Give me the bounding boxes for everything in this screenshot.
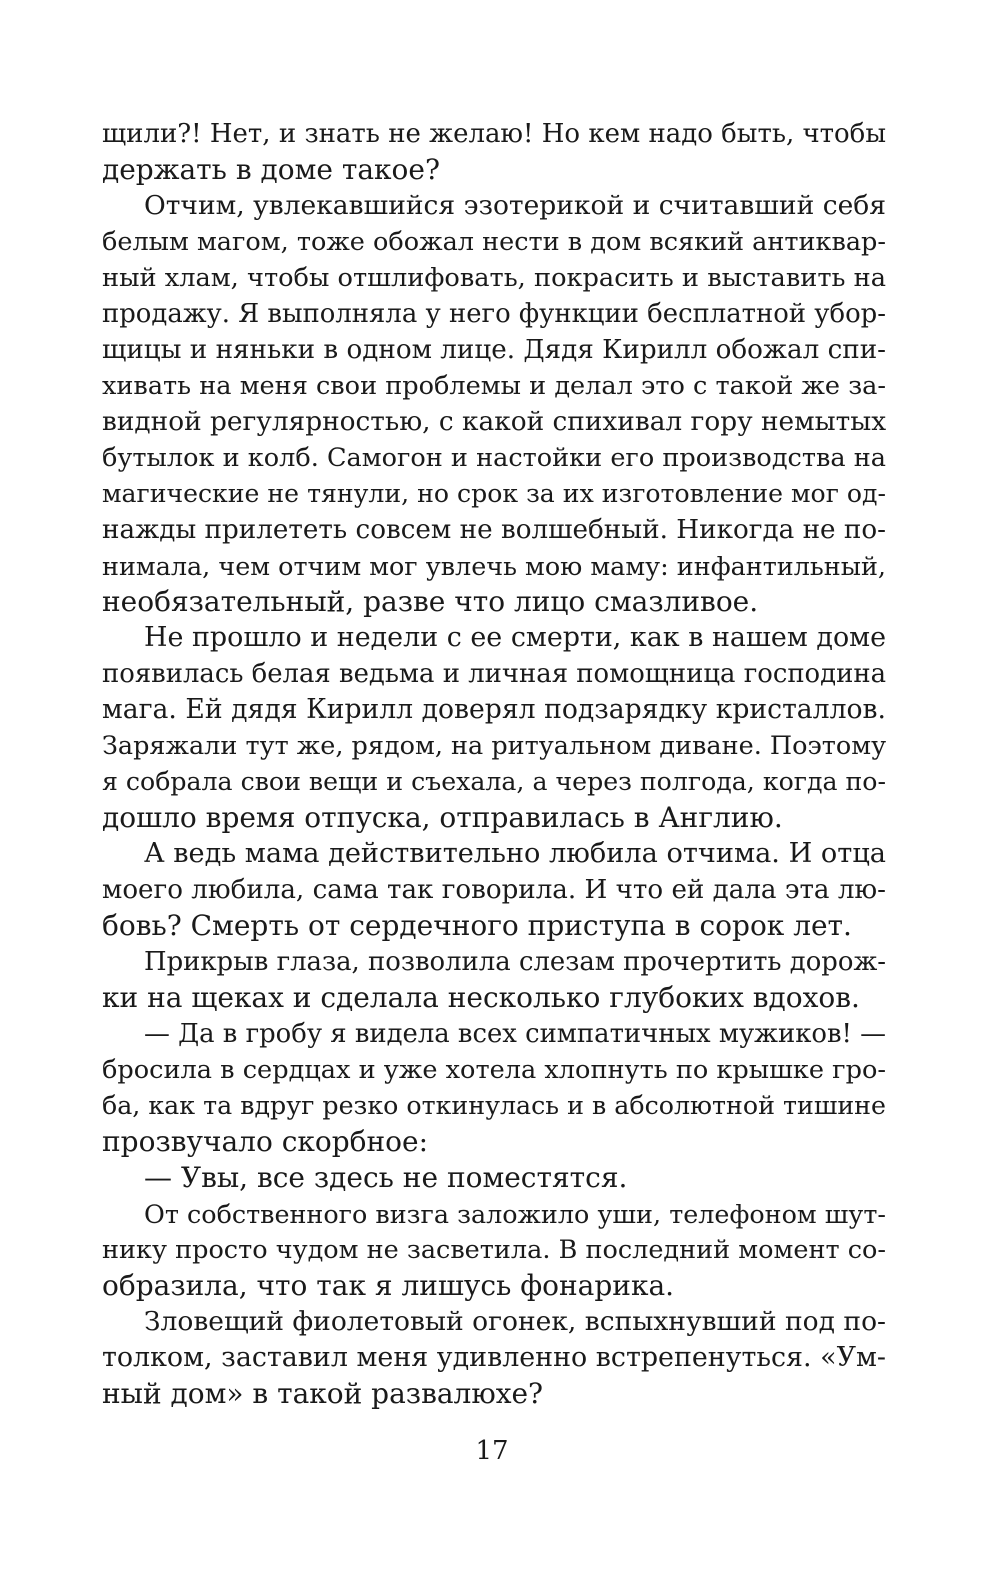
text-line: А ведь мама действительно любила отчима. И отца bbox=[144, 838, 886, 869]
text-line: видной регулярностью, с какой спихивал гору немытых bbox=[102, 407, 887, 437]
text-line: ки на щеках и сделала несколько глубоких вдохов. bbox=[102, 981, 860, 1014]
paragraph bbox=[102, 620, 886, 836]
text-line: белым магом, тоже обожал нести в дом всякий антиквар- bbox=[102, 227, 886, 257]
text-line: нику просто чудом не засветила. В последний момент со- bbox=[102, 1235, 886, 1265]
paragraph bbox=[102, 836, 886, 944]
text-line: хивать на меня свои проблемы и делал это с такой же за- bbox=[102, 371, 886, 401]
text-line: дошло время отпуска, отправилась в Англию. bbox=[102, 801, 783, 834]
page-number: 17 bbox=[475, 1436, 509, 1466]
text-line: держать в доме такое? bbox=[102, 153, 440, 186]
text-line: Зловещий фиолетовый огонек, вспыхнувший под по- bbox=[144, 1306, 886, 1337]
paragraph bbox=[102, 188, 886, 620]
paragraph bbox=[102, 1160, 886, 1196]
text-line: ный дом» в такой развалюхе? bbox=[102, 1377, 544, 1410]
text-line: мага. Ей дядя Кирилл доверял подзарядку кристаллов. bbox=[102, 694, 886, 725]
text-line: необязательный, разве что лицо смазливое. bbox=[102, 585, 759, 618]
paragraph bbox=[102, 116, 886, 188]
paragraph bbox=[102, 1304, 886, 1412]
text-line: магические не тянули, но срок за их изготовление мог од- bbox=[102, 479, 886, 508]
text-line: — Да в гробу я видела всех симпатичных мужиков! — bbox=[144, 1019, 886, 1049]
paragraph bbox=[102, 1196, 886, 1304]
text-line: щицы и няньки в одном лице. Дядя Кирилл обожал спи- bbox=[102, 335, 886, 365]
paragraph bbox=[102, 944, 886, 1016]
text-line: продажу. Я выполняла у него функции бесплатной убор- bbox=[102, 299, 886, 329]
text-line: Не прошло и недели с ее смерти, как в нашем доме bbox=[144, 622, 886, 653]
text-line: прозвучало скорбное: bbox=[102, 1125, 429, 1158]
text-line: образила, что так я лишусь фонарика. bbox=[102, 1269, 675, 1302]
text-line: Отчим, увлекавшийся эзотерикой и считавший себя bbox=[144, 190, 886, 221]
text-line: бовь? Смерть от сердечного приступа в сорок лет. bbox=[102, 909, 852, 942]
text-line: появилась белая ведьма и личная помощница господина bbox=[102, 659, 886, 689]
text-line: Заряжали тут же, рядом, на ритуальном диване. Поэтому bbox=[102, 731, 887, 761]
text-line: моего любила, сама так говорила. И что ей дала эта лю- bbox=[102, 875, 886, 905]
text-line: бросила в сердцах и уже хотела хлопнуть по крышке гро- bbox=[102, 1055, 886, 1085]
body-text bbox=[102, 116, 886, 1412]
paragraph bbox=[102, 1016, 886, 1160]
text-line: Прикрыв глаза, позволила слезам прочертить дорож- bbox=[144, 947, 886, 977]
text-line: нажды прилететь совсем не волшебный. Никогда не по- bbox=[102, 515, 886, 545]
text-line: От собственного визга заложило уши, телефоном шут- bbox=[144, 1199, 886, 1229]
text-line: я собрала свои вещи и съехала, а через полгода, когда по- bbox=[102, 767, 886, 796]
text-line: ный хлам, чтобы отшлифовать, покрасить и выставить на bbox=[102, 263, 886, 293]
text-line: бутылок и колб. Самогон и настойки его производства на bbox=[102, 443, 886, 473]
text-line: — Увы, все здесь не поместятся. bbox=[144, 1161, 628, 1194]
text-line: ба, как та вдруг резко откинулась и в абсолютной тишине bbox=[102, 1091, 886, 1120]
text-line: щили?! Нет, и знать не желаю! Но кем надо быть, чтобы bbox=[102, 119, 886, 149]
text-line: нимала, чем отчим мог увлечь мою маму: инфантильный, bbox=[102, 551, 886, 581]
text-line: толком, заставил меня удивленно встрепенуться. «Ум- bbox=[102, 1342, 886, 1373]
